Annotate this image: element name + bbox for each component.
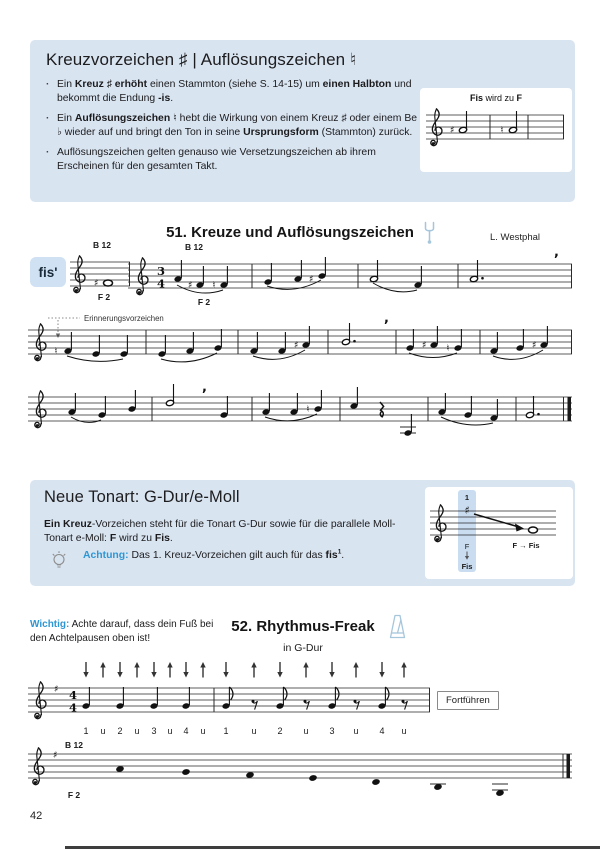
staff-f-to-fis — [428, 487, 570, 575]
quarter-note — [350, 387, 359, 410]
down-arrow-icon — [379, 662, 384, 678]
quarter-note — [220, 266, 229, 289]
treble-clef-icon — [74, 256, 85, 293]
breath-mark-icon: , — [202, 383, 207, 395]
down-arrow-icon — [223, 662, 228, 678]
down-arrow-icon — [329, 662, 334, 678]
composer-credit: L. Westphal — [490, 232, 540, 243]
count-label: u — [353, 726, 359, 736]
augmentation-dot — [537, 413, 540, 416]
augmentation-dot — [481, 277, 484, 280]
sharp-accidental: ♯ — [464, 504, 470, 517]
quarter-note — [430, 326, 439, 349]
notes — [68, 383, 540, 437]
up-arrow-icon — [303, 662, 308, 678]
quarter-note — [220, 396, 229, 419]
quarter-note — [262, 393, 271, 416]
sharp-accidental: ♯ — [308, 274, 314, 285]
quarter-rest — [380, 402, 384, 417]
quarter-note — [278, 332, 287, 355]
natural-accidental: ♮ — [212, 280, 216, 291]
half-note — [370, 260, 379, 283]
key-box-body: Ein Kreuz-Vorzeichen steht für die Tonart G-Dur sowie für die parallele Moll-Tonart e-Moll: F wird zu Fis. — [44, 519, 396, 545]
count-label: 4 — [379, 726, 385, 736]
bow-direction-arrows — [83, 662, 406, 678]
beat-number: 1 — [464, 493, 470, 502]
quarter-note — [68, 393, 77, 416]
reference-staff — [68, 238, 134, 304]
quarter-note — [158, 335, 167, 358]
quarter-note — [150, 687, 159, 710]
key-box — [30, 480, 575, 586]
list-item — [46, 112, 424, 140]
example-caption: Fis wird zu F — [469, 93, 523, 103]
up-arrow-icon — [401, 662, 406, 678]
up-arrow-icon — [134, 662, 139, 678]
dotted-half-note — [342, 323, 351, 346]
tip-row — [46, 550, 426, 572]
count-label: 3 — [151, 726, 157, 736]
quarter-note — [120, 335, 129, 358]
intro-box-title: Kreuzvorzeichen ♯ | Auflösungszeichen ♮ — [46, 50, 357, 69]
whole-note — [104, 280, 113, 286]
half-note — [166, 384, 175, 407]
slur — [373, 283, 417, 292]
lightbulb-icon — [50, 550, 68, 572]
quarter-note — [174, 260, 183, 283]
notehead — [182, 768, 191, 775]
fingering-bottom-label: F 2 — [67, 790, 81, 800]
pitch-label-chip: fis' — [30, 257, 66, 287]
continue-button[interactable]: Fortführen — [437, 691, 499, 710]
notehead — [372, 778, 381, 785]
down-arrow-icon — [277, 662, 282, 678]
bullet-icon: · — [46, 146, 50, 158]
slur — [67, 356, 123, 361]
quarter-note — [302, 326, 311, 349]
treble-clef-icon — [35, 682, 46, 719]
treble-clef-icon — [35, 391, 46, 428]
count-label: 4 — [183, 726, 189, 736]
quarter-note — [414, 266, 423, 289]
bullet-text: Ein Kreuz ♯ erhöht einen Stammton (siehe S. 14-15) um einen Halbton und bekommt die Endung -is. — [57, 79, 412, 104]
staff-lines — [28, 330, 572, 354]
eighth-rest — [304, 700, 310, 710]
notehead — [309, 774, 318, 781]
key-box-title: Neue Tonart: G-Dur/e-Moll — [44, 488, 240, 506]
exercise52-subtitle: in G-Dur — [283, 642, 323, 654]
treble-clef-icon — [137, 258, 148, 295]
breath-mark-icon: , — [384, 311, 389, 326]
counting-row — [83, 726, 406, 736]
count-label: u — [167, 726, 173, 736]
quarter-note — [186, 332, 195, 355]
count-label: 2 — [117, 726, 123, 736]
treble-clef-icon — [435, 505, 446, 542]
bullet-text: Ein Auflösungszeichen ♮ hebt die Wirkung von einem Kreuz ♯ oder einem Be ♭ wieder auf und bringt den Ton in seine Ursprungsform (Stammton) zurück. — [57, 112, 418, 138]
down-arrow-icon — [151, 662, 156, 678]
count-label: 2 — [277, 726, 283, 736]
quarter-note — [196, 266, 205, 289]
tip-text: Achtung: Das 1. Kreuz-Vorzeichen gilt auch für das fis$^1$. — [83, 548, 345, 561]
eighth-rest — [252, 700, 258, 710]
eighth-rest — [402, 700, 408, 710]
quarter-note — [98, 396, 107, 419]
notes — [174, 245, 559, 293]
natural-accidental: ♮ — [500, 125, 504, 136]
bullet-icon: · — [46, 112, 50, 124]
count-label: u — [200, 726, 206, 736]
exercise51-title: 51. Kreuze und Auflösungszeichen — [166, 224, 414, 241]
time-signature-top: 4 — [68, 688, 78, 702]
half-note — [509, 111, 518, 134]
transition-label: F → Fis — [512, 541, 540, 550]
ledger-lines — [492, 784, 508, 790]
count-label: 1 — [83, 726, 89, 736]
quarter-note — [404, 414, 413, 437]
quarter-note — [318, 257, 327, 280]
time-signature-top: 3 — [156, 264, 166, 278]
music-staff-51-line2 — [28, 310, 574, 376]
count-label: 1 — [223, 726, 229, 736]
quarter-note — [490, 332, 499, 355]
down-arrow-icon — [83, 662, 88, 678]
sharp-accidental: ♯ — [93, 278, 99, 289]
count-label: u — [303, 726, 309, 736]
quarter-note — [182, 687, 191, 710]
page-number: 42 — [30, 810, 43, 822]
bullet-icon: · — [46, 79, 50, 90]
quarter-note — [92, 335, 101, 358]
down-arrow-icon — [117, 662, 122, 678]
up-arrow-icon — [100, 662, 105, 678]
fingering-top-label: B 12 — [185, 242, 203, 252]
quarter-note — [250, 332, 259, 355]
notehead — [246, 771, 255, 778]
count-label: u — [100, 726, 106, 736]
quarter-note — [116, 687, 125, 710]
transition-arrowhead — [515, 524, 524, 532]
eighth-rest — [354, 700, 360, 710]
important-note: Wichtig: Achte darauf, dass dein Fuß bei den Achtelpausen oben ist! — [30, 619, 214, 644]
key-signature-sharp: ♯ — [52, 750, 58, 761]
notehead — [116, 765, 125, 772]
breath-mark-icon: , — [554, 245, 559, 260]
staff-lines — [128, 264, 572, 288]
count-label: u — [134, 726, 140, 736]
list-item — [46, 146, 424, 174]
quarter-note — [406, 329, 415, 352]
treble-clef-icon — [35, 324, 46, 361]
fingering-top-label: B 12 — [93, 240, 111, 250]
natural-accidental: ♮ — [306, 404, 310, 415]
sharp-accidental: ♯ — [187, 280, 193, 291]
quarter-note — [314, 390, 323, 413]
music-staff-52-line1 — [28, 658, 448, 740]
staff-lines — [28, 754, 572, 778]
from-pitch-label: F — [464, 542, 470, 551]
up-arrow-icon — [353, 662, 358, 678]
treble-clef-icon — [33, 748, 44, 785]
sharp-accidental: ♯ — [421, 340, 427, 351]
staff-lines — [426, 115, 564, 139]
quarter-note — [214, 329, 223, 352]
sharp-accidental: ♯ — [531, 340, 537, 351]
quarter-note — [290, 393, 299, 416]
fingering-bottom-label: F 2 — [97, 292, 111, 302]
up-arrow-icon — [251, 662, 256, 678]
slur — [71, 417, 101, 422]
quarter-note — [128, 390, 137, 413]
music-staff-52-line2 — [28, 736, 574, 804]
sharp-accidental: ♯ — [293, 340, 299, 351]
fingering-top-label: B 12 — [65, 740, 83, 750]
music-staff-51-line3 — [28, 383, 574, 447]
staff-fis-to-f — [424, 105, 568, 161]
time-signature-bottom: 4 — [68, 700, 78, 715]
count-label: 3 — [329, 726, 335, 736]
transition-arrow — [474, 514, 519, 527]
half-note — [459, 111, 468, 134]
count-label: u — [251, 726, 257, 736]
quarter-note — [454, 329, 463, 352]
final-barline — [568, 397, 572, 421]
staff-lines — [28, 397, 572, 421]
whole-note — [529, 527, 538, 533]
natural-accidental: ♮ — [446, 343, 450, 354]
natural-accidental: ♮ — [54, 346, 58, 357]
list-item — [46, 78, 424, 106]
treble-clef-icon — [431, 109, 442, 146]
up-arrow-icon — [167, 662, 172, 678]
dotted-half-note — [526, 396, 535, 419]
quarter-note — [64, 332, 73, 355]
quarter-note — [264, 263, 273, 286]
notes — [116, 765, 508, 796]
intro-box — [30, 40, 575, 202]
augmentation-dot — [353, 340, 356, 343]
final-barline — [567, 754, 571, 778]
down-arrow-icon — [183, 662, 188, 678]
dotted-half-note — [470, 260, 479, 283]
fingering-bottom-label: F 2 — [197, 297, 211, 307]
bullet-text: Auflösungszeichen gelten genauso wie Versetzungszeichen ab ihrem Erscheinen für den gesamten Takt. — [57, 146, 376, 172]
quarter-note — [294, 260, 303, 283]
quarter-note — [490, 399, 499, 422]
quarter-note — [464, 396, 473, 419]
to-pitch-label: Fis — [461, 562, 473, 571]
up-arrow-icon — [200, 662, 205, 678]
sharp-accidental: ♯ — [449, 125, 455, 136]
quarter-note — [82, 687, 91, 710]
key-signature-sharp: ♯ — [53, 684, 59, 695]
count-label: u — [401, 726, 407, 736]
key-example-card — [425, 487, 573, 579]
quarter-note — [438, 393, 447, 416]
slur — [493, 350, 543, 359]
music-staff-51-line1 — [128, 238, 574, 312]
exercise52-title: 52. Rhythmus-Freak — [231, 618, 375, 635]
metronome-icon — [388, 614, 407, 640]
quarter-note — [540, 326, 549, 349]
fis-example-card — [420, 88, 572, 172]
quarter-note — [516, 329, 525, 352]
intro-box-bullets — [46, 78, 424, 180]
reminder-label: Erinnerungsvorzeichen — [84, 314, 164, 323]
time-signature-bottom: 4 — [156, 276, 166, 291]
